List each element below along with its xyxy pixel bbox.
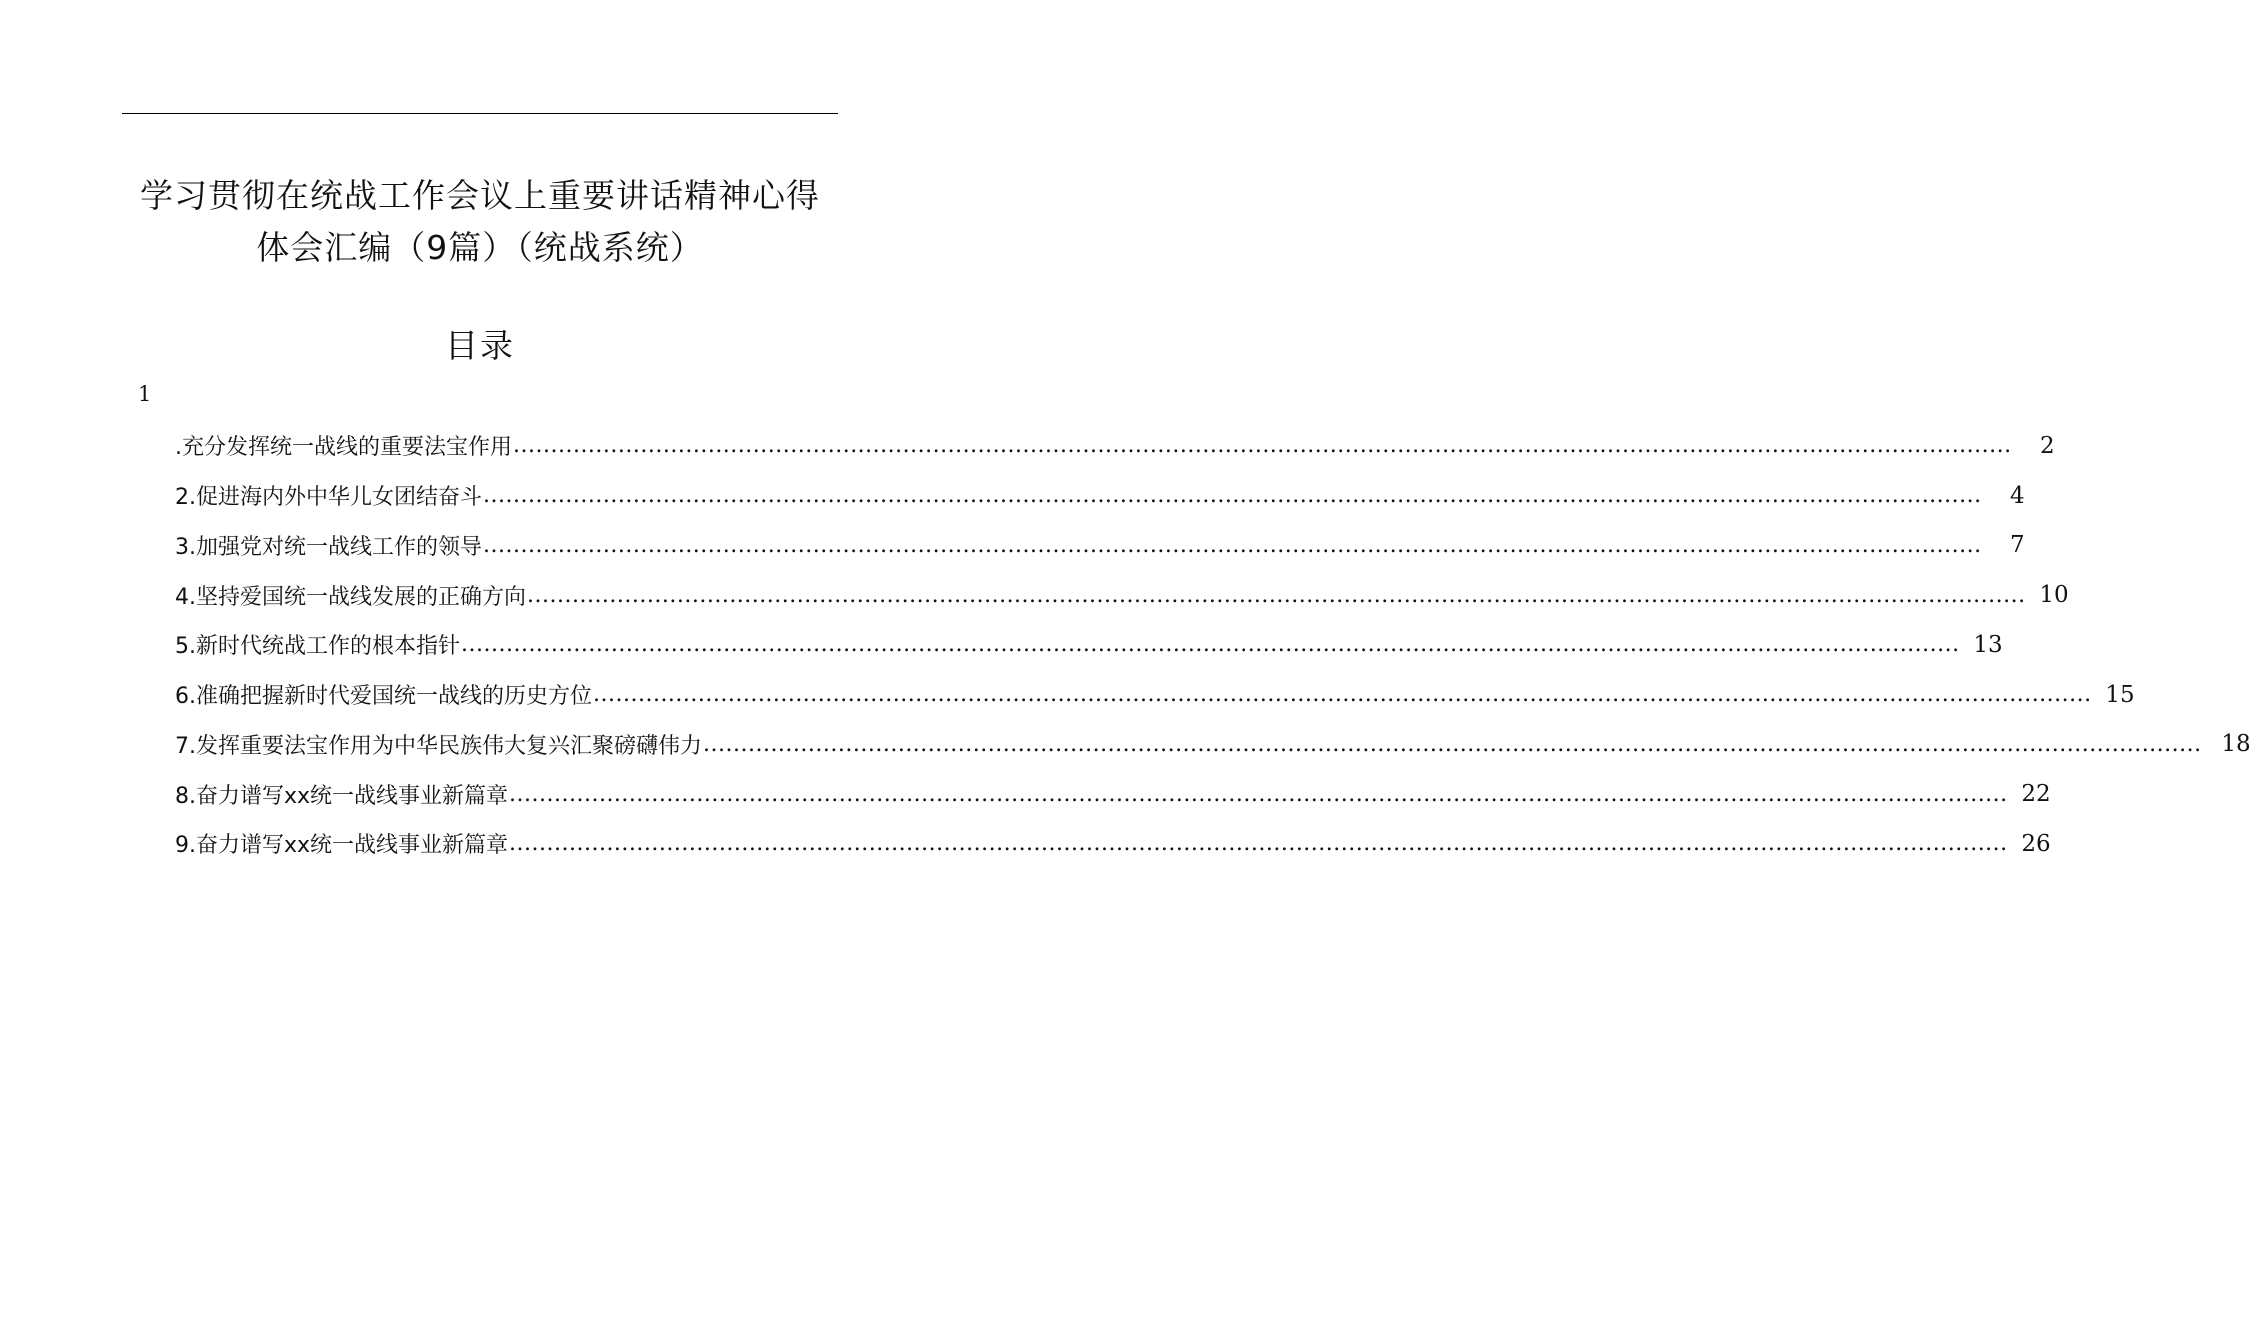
toc-entry-page: 7 bbox=[2010, 532, 2025, 559]
toc-dot-leader: ........................................................................................................................................................................................................ bbox=[593, 682, 2092, 708]
toc-entry-page: 26 bbox=[2021, 830, 2051, 857]
toc-entry-page: 10 bbox=[2039, 582, 2069, 609]
toc-entry-title: 2.促进海内外中华儿女团结奋斗 bbox=[175, 485, 482, 511]
toc-entry-title: 6.准确把握新时代爱国统一战线的历史方位 bbox=[175, 684, 592, 710]
toc-entry-title: 3.加强党对统一战线工作的领导 bbox=[175, 534, 482, 560]
toc-heading: 目录 bbox=[445, 326, 515, 365]
toc-entry-page: 4 bbox=[2010, 482, 2025, 509]
toc-entry-page: 22 bbox=[2021, 781, 2051, 808]
toc-entry-title: .充分发挥统一战线的重要法宝作用 bbox=[175, 435, 512, 461]
toc-entry[interactable] bbox=[175, 620, 2003, 670]
toc-entry-title: 7.发挥重要法宝作用为中华民族伟大复兴汇聚磅礴伟力 bbox=[175, 733, 702, 759]
toc-entry[interactable] bbox=[175, 819, 2051, 869]
toc-dot-leader: ........................................................................................................................................................................................................ bbox=[509, 781, 2008, 807]
toc-entry-page: 18 bbox=[2221, 731, 2251, 758]
page-marker: 1 bbox=[138, 382, 152, 406]
toc-dot-leader: ........................................................................................................................................................................................................ bbox=[513, 433, 2012, 459]
toc-entry-title: 5.新时代统战工作的根本指针 bbox=[175, 634, 460, 660]
toc-dot-leader: ........................................................................................................................................................................................................ bbox=[461, 632, 1960, 658]
header-rule bbox=[122, 113, 838, 114]
toc-entry[interactable] bbox=[175, 720, 2251, 770]
toc-entry-page: 2 bbox=[2040, 432, 2055, 459]
toc-entry[interactable] bbox=[175, 471, 2025, 521]
document-title-line-2: 体会汇编（9篇）（统战系统） bbox=[256, 228, 704, 267]
toc-entry-page: 15 bbox=[2105, 681, 2135, 708]
document-title bbox=[110, 170, 850, 274]
toc-dot-leader: ........................................................................................................................................................................................................ bbox=[483, 483, 1982, 509]
toc-entry-title: 8.奋力谱写xx统一战线事业新篇章 bbox=[175, 783, 509, 809]
toc-entry-title: 4.坚持爱国统一战线发展的正确方向 bbox=[175, 584, 526, 610]
toc-dot-leader: ........................................................................................................................................................................................................ bbox=[527, 582, 2026, 608]
toc-dot-leader: ........................................................................................................................................................................................................ bbox=[703, 731, 2202, 757]
toc-entry[interactable] bbox=[175, 769, 2051, 819]
toc-dot-leader: ........................................................................................................................................................................................................ bbox=[509, 831, 2008, 857]
toc-entry[interactable] bbox=[175, 670, 2135, 720]
toc-entry[interactable] bbox=[175, 570, 2069, 620]
toc-entry[interactable] bbox=[175, 521, 2025, 571]
document-title-line-1: 学习贯彻在统战工作会议上重要讲话精神心得 bbox=[140, 176, 820, 215]
toc-dot-leader: ........................................................................................................................................................................................................ bbox=[483, 532, 1982, 558]
toc-entry-title: 9.奋力谱写xx统一战线事业新篇章 bbox=[175, 833, 509, 859]
table-of-contents bbox=[175, 421, 2251, 869]
toc-entry[interactable] bbox=[175, 421, 2055, 471]
toc-entry-page: 13 bbox=[1973, 631, 2003, 658]
